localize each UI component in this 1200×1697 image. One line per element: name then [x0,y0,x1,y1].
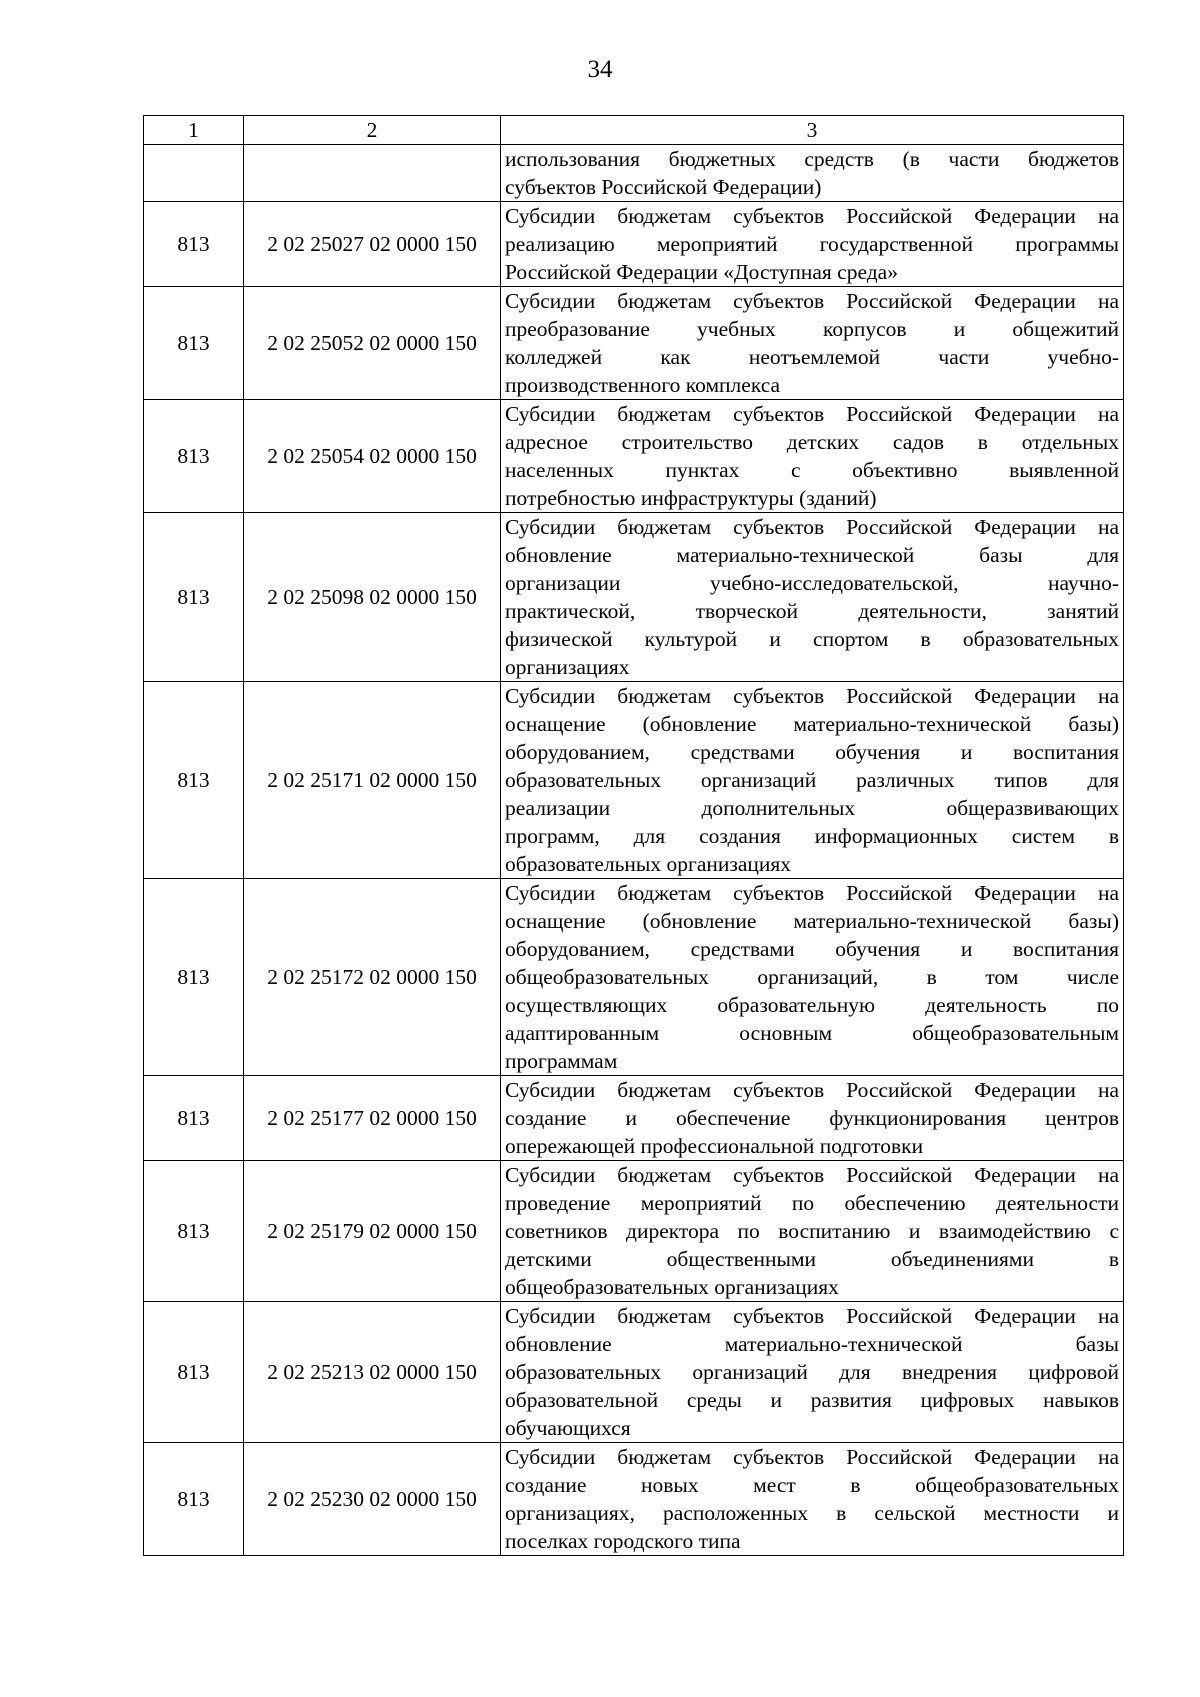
description-line: Субсидии бюджетам субъектов Российской Федерации на [505,402,1119,426]
description-line: производственного комплекса [505,373,781,397]
admin-code-cell: 813 [144,1443,244,1556]
budget-classification-code-cell: 2 02 25213 02 0000 150 [244,1302,501,1443]
revenue-description-cell [501,202,1124,287]
description-line: оснащение (обновление материально-технической базы) [505,712,1119,736]
revenue-description-cell [501,145,1124,202]
budget-classification-code-cell: 2 02 25179 02 0000 150 [244,1161,501,1302]
description-line: практической, творческой деятельности, занятий [505,599,1119,623]
description-line: создание новых мест в общеобразовательных [505,1473,1119,1497]
column-header-1: 1 [144,116,244,145]
description-line: Субсидии бюджетам субъектов Российской Федерации на [505,1078,1119,1102]
description-line: населенных пунктах с объективно выявленной [505,458,1119,482]
description-line: Российской Федерации «Доступная среда» [505,260,898,284]
revenue-description-cell [501,879,1124,1076]
column-header-3: 3 [501,116,1124,145]
table-row [144,879,1124,1076]
description-line: потребностью инфраструктуры (зданий) [505,486,877,510]
revenue-description-cell [501,400,1124,513]
description-line: адаптированным основным общеобразовательным [505,1021,1119,1045]
admin-code-cell: 813 [144,1302,244,1443]
table-row [144,513,1124,682]
revenue-description-cell [501,682,1124,879]
table-row [144,1443,1124,1556]
admin-code-cell: 813 [144,287,244,400]
description-line: советников директора по воспитанию и взаимодействию с [505,1219,1119,1243]
description-line: образовательных организациях [505,852,792,876]
description-line: организациях [505,655,630,679]
budget-classification-code-cell: 2 02 25052 02 0000 150 [244,287,501,400]
revenue-description-cell [501,1076,1124,1161]
table-row [144,1302,1124,1443]
table-row [144,1076,1124,1161]
column-header-2: 2 [244,116,501,145]
description-line: осуществляющих образовательную деятельность по [505,993,1119,1017]
table-row [144,145,1124,202]
description-line: общеобразовательных организаций, в том числе [505,965,1119,989]
description-line: организации учебно-исследовательской, научно- [505,571,1119,595]
revenue-description-cell [501,1302,1124,1443]
budget-classification-code-cell: 2 02 25230 02 0000 150 [244,1443,501,1556]
admin-code-cell: 813 [144,513,244,682]
admin-code-cell: 813 [144,1076,244,1161]
description-line: обновление материально-технической базы для [505,543,1119,567]
description-line: создание и обеспечение функционирования центров [505,1106,1119,1130]
revenue-description-cell [501,513,1124,682]
description-line: общеобразовательных организациях [505,1275,839,1299]
admin-code-cell: 813 [144,879,244,1076]
description-line: Субсидии бюджетам субъектов Российской Федерации на [505,684,1119,708]
description-line: реализации дополнительных общеразвивающих [505,796,1119,820]
description-line: физической культурой и спортом в образовательных [505,627,1119,651]
budget-classification-code-cell: 2 02 25054 02 0000 150 [244,400,501,513]
budget-classification-code-cell: 2 02 25172 02 0000 150 [244,879,501,1076]
description-line: образовательных организаций для внедрения цифровой [505,1360,1119,1384]
budget-classification-code-cell: 2 02 25177 02 0000 150 [244,1076,501,1161]
budget-classification-code-cell: 2 02 25098 02 0000 150 [244,513,501,682]
description-line: опережающей профессиональной подготовки [505,1134,924,1158]
description-line: программ, для создания информационных систем в [505,824,1119,848]
table-row [144,1161,1124,1302]
description-line: Субсидии бюджетам субъектов Российской Федерации на [505,1445,1119,1469]
description-line: Субсидии бюджетам субъектов Российской Федерации на [505,1163,1119,1187]
description-line: колледжей как неотъемлемой части учебно- [505,345,1119,369]
revenue-description-cell [501,1161,1124,1302]
table-row [144,287,1124,400]
description-line: субъектов Российской Федерации) [505,175,822,199]
description-line: проведение мероприятий по обеспечению деятельности [505,1191,1119,1215]
admin-code-cell: 813 [144,202,244,287]
description-line: Субсидии бюджетам субъектов Российской Федерации на [505,881,1119,905]
table-header-row [144,116,1124,145]
admin-code-cell: 813 [144,1161,244,1302]
description-line: обновление материально-технической базы [505,1332,1119,1356]
page-number: 34 [587,56,613,83]
budget-classification-code-cell: 2 02 25171 02 0000 150 [244,682,501,879]
admin-code-cell [144,145,244,202]
description-line: Субсидии бюджетам субъектов Российской Федерации на [505,515,1119,539]
description-line: оснащение (обновление материально-технической базы) [505,909,1119,933]
description-line: оборудованием, средствами обучения и воспитания [505,740,1119,764]
description-line: Субсидии бюджетам субъектов Российской Федерации на [505,289,1119,313]
table-row [144,682,1124,879]
description-line: образовательных организаций различных типов для [505,768,1119,792]
description-line: оборудованием, средствами обучения и воспитания [505,937,1119,961]
description-line: организациях, расположенных в сельской местности и [505,1501,1119,1525]
table-row [144,202,1124,287]
description-line: образовательной среды и развития цифровых навыков [505,1388,1119,1412]
description-line: программам [505,1049,618,1073]
description-line: Субсидии бюджетам субъектов Российской Федерации на [505,1304,1119,1328]
revenue-description-cell [501,1443,1124,1556]
description-line: преобразование учебных корпусов и общежитий [505,317,1119,341]
budget-codes-table [143,115,1124,1556]
description-line: Субсидии бюджетам субъектов Российской Федерации на [505,204,1119,228]
description-line: обучающихся [505,1416,631,1440]
table-row [144,400,1124,513]
admin-code-cell: 813 [144,400,244,513]
description-line: использования бюджетных средств (в части бюджетов [505,147,1119,171]
admin-code-cell: 813 [144,682,244,879]
description-line: поселках городского типа [505,1529,741,1553]
description-line: реализацию мероприятий государственной программы [505,232,1119,256]
budget-classification-code-cell: 2 02 25027 02 0000 150 [244,202,501,287]
description-line: детскими общественными объединениями в [505,1247,1119,1271]
budget-classification-code-cell [244,145,501,202]
revenue-description-cell [501,287,1124,400]
description-line: адресное строительство детских садов в отдельных [505,430,1119,454]
